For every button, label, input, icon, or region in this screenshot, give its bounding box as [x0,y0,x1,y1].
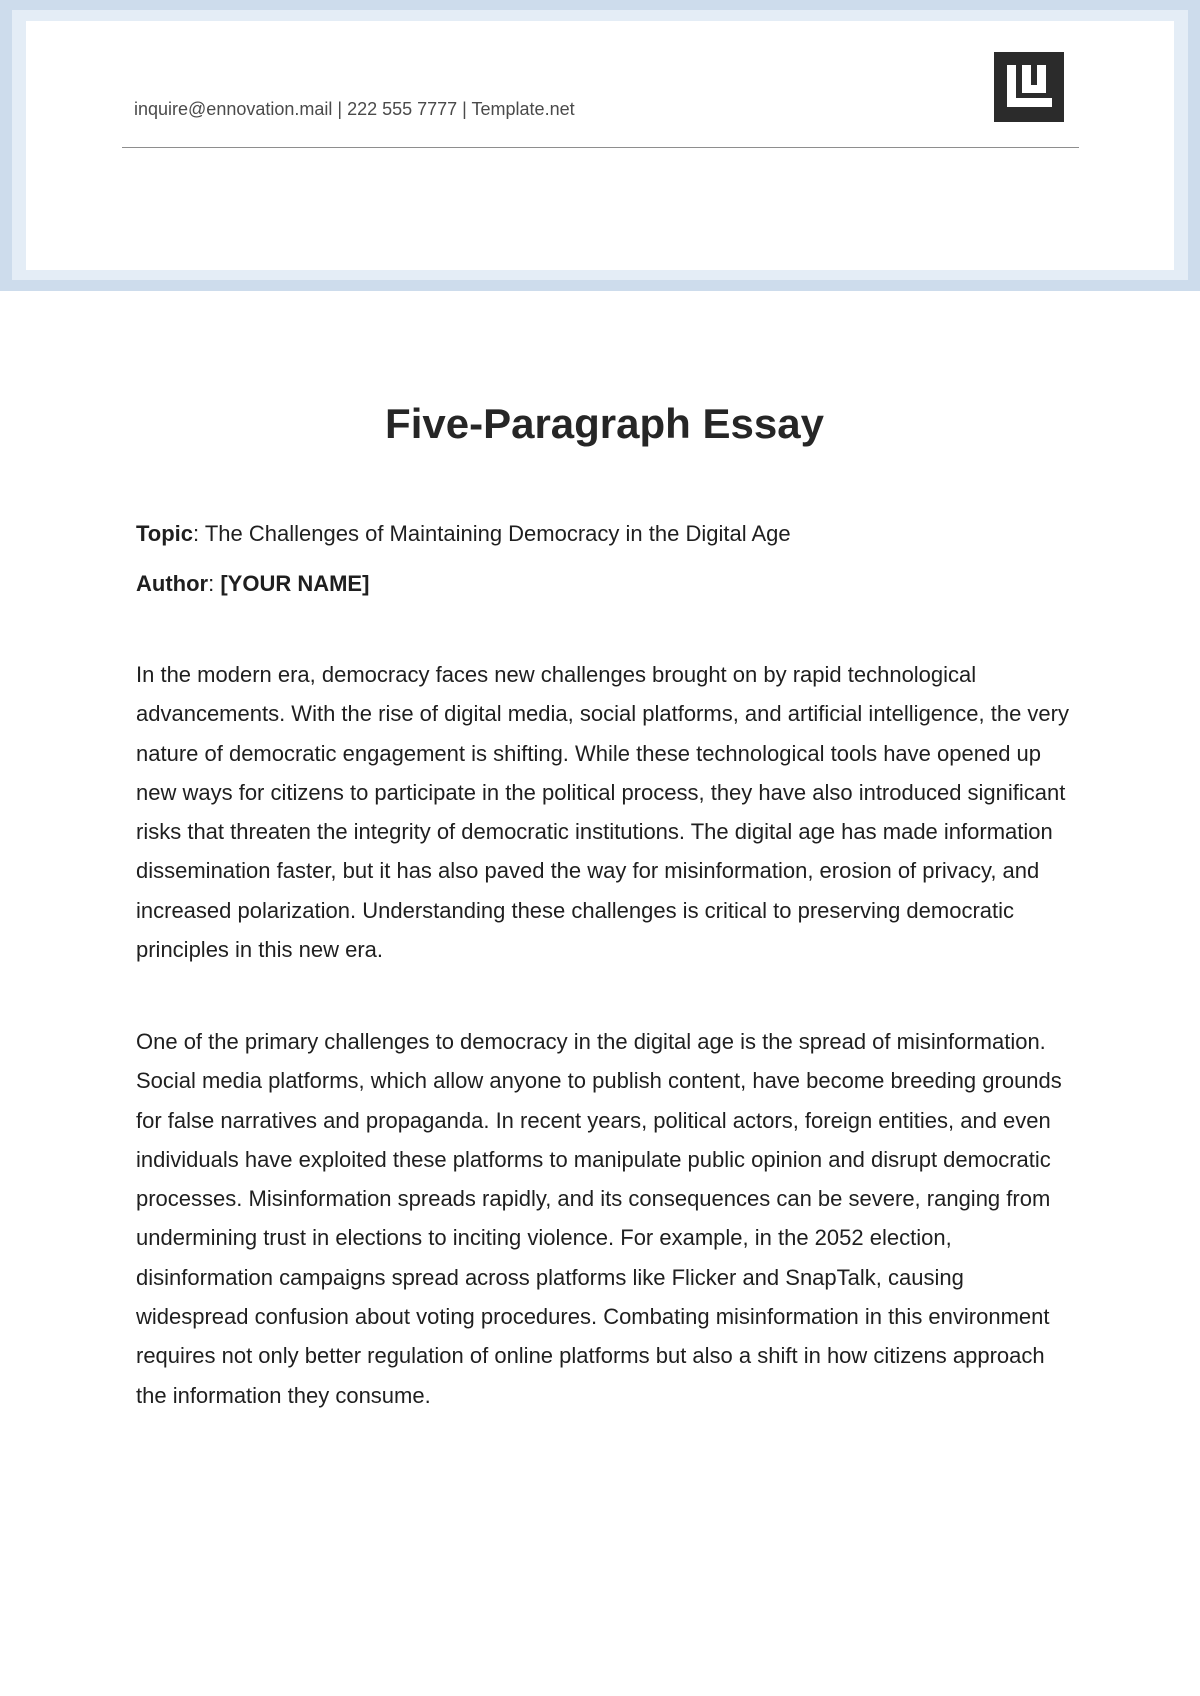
header-band [0,0,1200,291]
topic-label: Topic [136,521,194,546]
author-value: [YOUR NAME] [220,571,370,596]
topic-line [136,521,791,547]
contact-line: inquire@ennovation.mail | 222 555 7777 | Template.net [134,99,575,119]
essay-paragraph-1: In the modern era, democracy faces new challenges brought on by rapid technological advancements. With the rise of digital media, social platforms, and artificial intelligence, the very nature of democratic engagement is shifting. While these technological tools have opened up new ways for citizens to participate in the political process, they have also introduced significant risks that threaten the integrity of democratic institutions. The digital age has made information dissemination faster, but it has also paved the way for misinformation, erosion of privacy, and increased polarization. Understanding these challenges is critical to preserving democratic principles in this new era. [136,662,1069,963]
essay-paragraph-2: One of the primary challenges to democracy in the digital age is the spread of misinformation. Social media platforms, which allow anyone to publish content, have become breeding grounds for false narratives and propaganda. In recent years, political actors, foreign entities, and even individuals have exploited these platforms to manipulate public opinion and disrupt democratic processes. Misinformation spreads rapidly, and its consequences can be severe, ranging from undermining trust in elections to inciting violence. For example, in the 2052 election, disinformation campaigns spread across platforms like Flicker and SnapTalk, causing widespread confusion about voting procedures. Combating misinformation in this environment requires not only better regulation of online platforms but also a shift in how citizens approach the information they consume. [136,1029,1062,1408]
topic-separator: : [193,521,200,546]
author-line [136,571,369,597]
document-title: Five-Paragraph Essay [385,400,824,447]
author-separator: : [208,571,221,596]
topic-value: The Challenges of Maintaining Democracy in the Digital Age [199,521,791,546]
template-net-logo-icon [994,52,1064,122]
header-divider [122,147,1079,148]
author-label: Author [136,571,209,596]
